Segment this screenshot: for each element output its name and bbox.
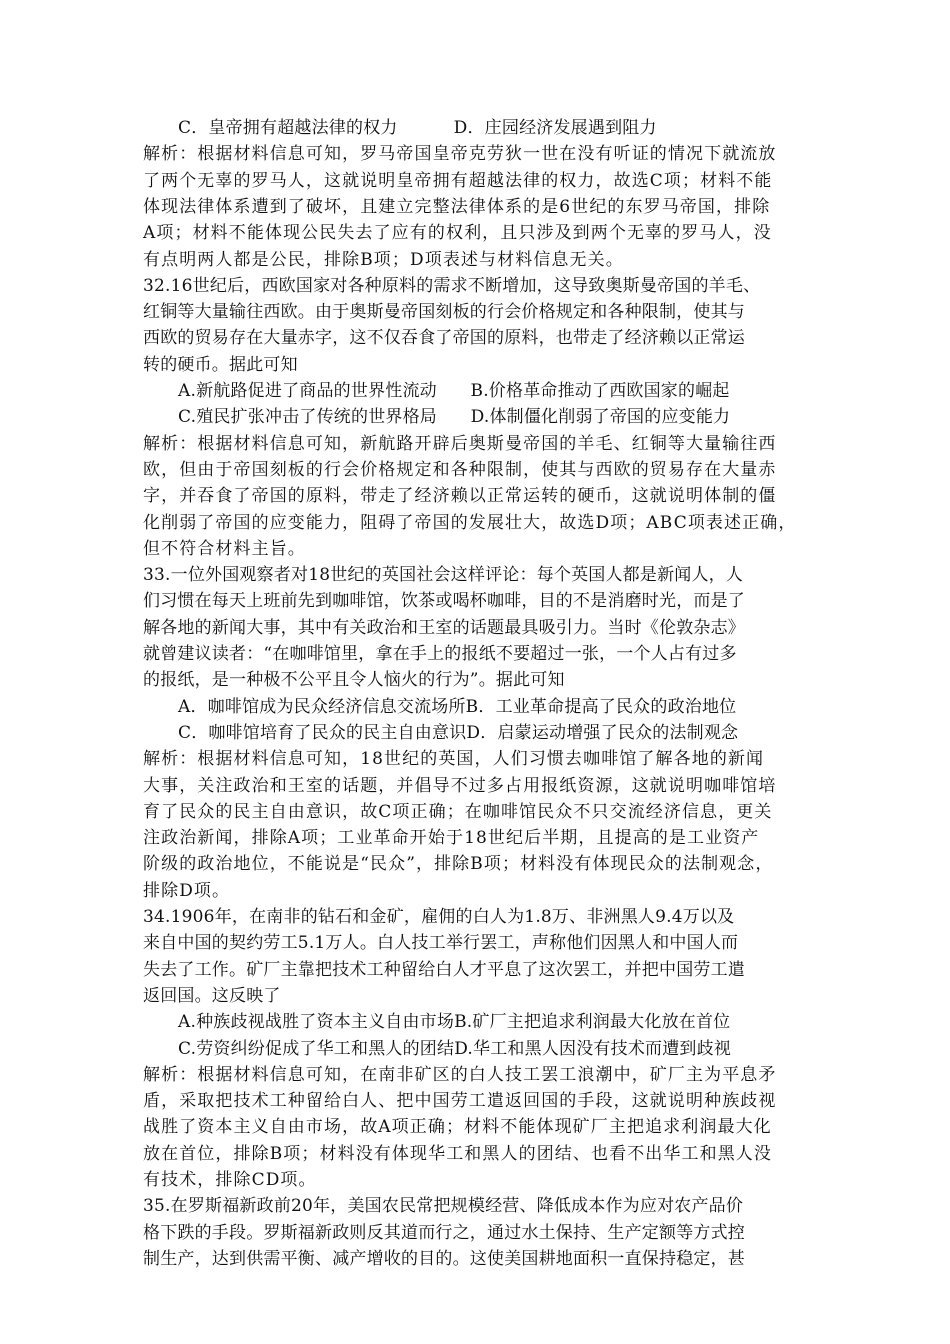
text-line: 大事，关注政治和王室的话题，并倡导不过多占用报纸资源，这就说明咖啡馆培 [143,776,777,796]
text-line: 注政治新闻，排除A项；工业革命开始于18世纪后半期，且提高的是工业资产 [143,828,760,848]
text-line: 有点明两人都是公民，排除B项；D项表述与材料信息无关。 [143,250,624,270]
text-line: 32.16世纪后，西欧国家对各种原料的需求不断增加，这导致奥斯曼帝国的羊毛、 [143,276,761,296]
text-line: 但不符合材料主旨。 [143,539,306,559]
text-line: 体现法律体系遭到了破坏，且建立完整法律体系的是6世纪的东罗马帝国，排除 [143,197,771,217]
text-line: 来自中国的契约劳工5.1万人。白人技工举行罢工，声称他们因黑人和中国人而 [143,933,739,953]
text-line: 失去了工作。矿厂主靠把技术工种留给白人才平息了这次罢工，并把中国劳工遣 [143,960,745,980]
text-line: A．咖啡馆成为民众经济信息交流场所B．工业革命提高了民众的政治地位 [178,697,737,717]
text-line: 字，并吞食了帝国的原料，带走了经济赖以正常运转的硬币，这就说明体制的僵 [143,486,777,506]
text-line: 战胜了资本主义自由市场，故A项正确；材料不能体现矿厂主把追求利润最大化 [143,1117,772,1137]
text-line: 的报纸，是一种极不公平且令人恼火的行为”。据此可知 [143,670,565,690]
text-line: 育了民众的民主自由意识，故C项正确；在咖啡馆民众不只交流经济信息，更关 [143,802,773,822]
text-line: C.劳资纠纷促成了华工和黑人的团结D.华工和黑人因没有技术而遭到歧视 [178,1039,732,1059]
text-line: A.新航路促进了商品的世界性流动 B.价格革命推动了西欧国家的崛起 [178,381,730,401]
text-line: 解析：根据材料信息可知，新航路开辟后奥斯曼帝国的羊毛、红铜等大量输往西 [143,434,777,454]
text-line: 解析：根据材料信息可知，18世纪的英国，人们习惯去咖啡馆了解各地的新闻 [143,749,765,769]
text-line: 33.一位外国观察者对18世纪的英国社会这样评论：每个英国人都是新闻人，人 [143,565,744,585]
text-line: 阶级的政治地位，不能说是“民众”，排除B项；材料没有体现民众的法制观念， [143,854,774,874]
text-line: A项；材料不能体现公民失去了应有的权利，且只涉及到两个无辜的罗马人，没 [143,223,772,243]
text-line: 解各地的新闻大事，其中有关政治和王室的话题最具吸引力。当时《伦敦杂志》 [143,618,745,638]
text-line: 红铜等大量输往西欧。由于奥斯曼帝国刻板的行会价格规定和各种限制，使其与 [143,302,745,322]
text-line: C．咖啡馆培育了民众的民主自由意识D．启蒙运动增强了民众的法制观念 [178,723,739,743]
text-line: 盾，采取把技术工种留给白人、把中国劳工遣返回国的手段，这就说明种族歧视 [143,1091,777,1111]
text-line: 转的硬币。据此可知 [143,355,298,375]
text-line: C.殖民扩张冲击了传统的世界格局 D.体制僵化削弱了帝国的应变能力 [178,407,731,427]
text-line: 就曾建议读者：“在咖啡馆里，拿在手上的报纸不要超过一张，一个人占有过多 [143,644,737,664]
text-line: 西欧的贸易存在大量赤字，这不仅吞食了帝国的原料，也带走了经济赖以正常运 [143,328,745,348]
text-line: 放在首位，排除B项；材料没有体现华工和黑人的团结、也看不出华工和黑人没 [143,1144,772,1164]
text-line: 解析：根据材料信息可知，在南非矿区的白人技工罢工浪潮中，矿厂主为平息矛 [143,1065,777,1085]
text-line: 欧，但由于帝国刻板的行会价格规定和各种限制，使其与西欧的贸易存在大量赤 [143,460,777,480]
text-line: 格下跌的手段。罗斯福新政则反其道而行之，通过水土保持、生产定额等方式控 [143,1223,745,1243]
text-line: 了两个无辜的罗马人，这就说明皇帝拥有超越法律的权力，故选C项；材料不能 [143,171,773,191]
text-line: C．皇帝拥有超越法律的权力 D．庄园经济发展遇到阻力 [178,118,657,138]
text-line: 34.1906年，在南非的钻石和金矿，雇佣的白人为1.8万、非洲黑人9.4万以及 [143,907,735,927]
text-line: 排除D项。 [143,881,231,901]
text-line: 化削弱了帝国的应变能力，阻碍了帝国的发展壮大，故选D项；ABC项表述正确， [143,513,797,533]
text-line: 们习惯在每天上班前先到咖啡馆，饮茶或喝杯咖啡，目的不是消磨时光，而是了 [143,591,745,611]
text-line: 返回国。这反映了 [143,986,281,1006]
text-line: 解析：根据材料信息可知，罗马帝国皇帝克劳狄一世在没有听证的情况下就流放 [143,144,777,164]
text-line: A.种族歧视战胜了资本主义自由市场B.矿厂主把追求利润最大化放在首位 [178,1012,731,1032]
text-line: 35.在罗斯福新政前20年，美国农民常把规模经营、降低成本作为应对农产品价 [143,1196,744,1216]
text-line: 有技术，排除CD项。 [143,1170,317,1190]
text-line: 制生产，达到供需平衡、减产增收的目的。这使美国耕地面积一直保持稳定，甚 [143,1249,745,1269]
